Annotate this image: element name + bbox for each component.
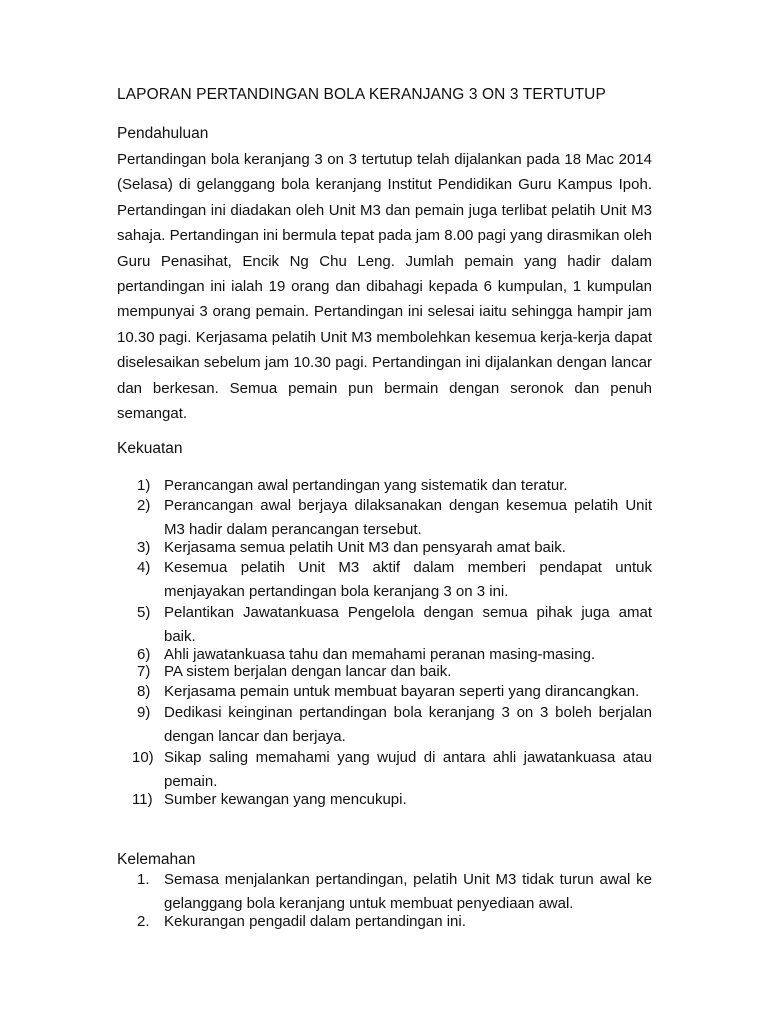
item-number: 3) xyxy=(137,539,151,556)
list-item xyxy=(117,746,652,794)
document-title: LAPORAN PERTANDINGAN BOLA KERANJANG 3 ON 3 TERTUTUP xyxy=(117,86,606,103)
item-text: PA sistem berjalan dengan lancar dan baik. xyxy=(164,663,452,680)
list-item xyxy=(117,494,652,542)
kelemahan-list xyxy=(117,868,652,930)
list-item xyxy=(117,539,652,556)
item-text: Kekurangan pengadil dalam pertandingan ini. xyxy=(164,913,466,930)
item-text: Sikap saling memahami yang wujud di antara ahli jawatankuasa atau pemain. xyxy=(164,749,652,790)
item-text: Sumber kewangan yang mencukupi. xyxy=(164,791,407,808)
item-text: Perancangan awal berjaya dilaksanakan dengan kesemua pelatih Unit M3 hadir dalam perancangan tersebut. xyxy=(164,497,652,538)
item-text: Dedikasi keinginan pertandingan bola keranjang 3 on 3 boleh berjalan dengan lancar dan berjaya. xyxy=(164,704,652,745)
item-text: Kerjasama pemain untuk membuat bayaran seperti yang dirancangkan. xyxy=(164,683,640,700)
item-number: 11) xyxy=(132,791,153,808)
pendahuluan-paragraph: Pertandingan bola keranjang 3 on 3 tertutup telah dijalankan pada 18 Mac 2014 (Selasa) di gelanggang bola keranjang Institut Pendidikan Guru Kampus Ipoh. Pertandingan ini diadakan oleh Unit M3 dan pemain juga terlibat pelatih Unit M3 sahaja. Pertandingan ini bermula tepat pada jam 8.00 pagi yang dirasmikan oleh Guru Penasihat, Encik Ng Chu Leng. Jumlah pemain yang hadir dalam pertandingan ini ialah 19 orang dan dibahagi kepada 6 kumpulan, 1 kumpulan mempunyai 3 orang pemain. Pertandingan ini selesai iaitu sehingga hampir jam 10.30 pagi. Kerjasama pelatih Unit M3 membolehkan kesemua kerja-kerja dapat diselesaikan sebelum jam 10.30 pagi. Pertandingan ini dijalankan dengan lancar dan berkesan. Semua pemain pun bermain dengan seronok dan penuh semangat. xyxy=(117,151,652,423)
list-item xyxy=(117,663,652,680)
list-item xyxy=(117,791,652,808)
item-number: 9) xyxy=(137,704,151,721)
item-number: 1) xyxy=(137,477,151,494)
item-text: Kesemua pelatih Unit M3 aktif dalam memberi pendapat untuk menjayakan pertandingan bola keranjang 3 on 3 ini. xyxy=(164,559,652,600)
list-item xyxy=(117,868,652,916)
list-item xyxy=(117,913,652,930)
list-item xyxy=(117,556,652,604)
item-text: Ahli jawatankuasa tahu dan memahami peranan masing-masing. xyxy=(164,646,596,663)
heading-pendahuluan: Pendahuluan xyxy=(117,125,209,142)
list-item xyxy=(117,477,652,494)
item-number: 6) xyxy=(137,646,151,663)
list-item xyxy=(117,601,652,649)
item-number: 1. xyxy=(137,871,150,888)
heading-kelemahan: Kelemahan xyxy=(117,851,196,868)
item-text: Pelantikan Jawatankuasa Pengelola dengan semua pihak juga amat baik. xyxy=(164,604,652,645)
list-item xyxy=(117,646,652,663)
item-number: 4) xyxy=(137,559,151,576)
item-text: Semasa menjalankan pertandingan, pelatih Unit M3 tidak turun awal ke gelanggang bola keranjang untuk membuat penyediaan awal. xyxy=(164,871,652,912)
item-text: Perancangan awal pertandingan yang sistematik dan teratur. xyxy=(164,477,568,494)
item-number: 7) xyxy=(137,663,151,680)
item-number: 2) xyxy=(137,497,151,514)
item-number: 2. xyxy=(137,913,150,930)
heading-kekuatan: Kekuatan xyxy=(117,440,183,457)
item-number: 10) xyxy=(132,749,154,766)
kekuatan-list xyxy=(117,477,652,808)
item-text: Kerjasama semua pelatih Unit M3 dan pensyarah amat baik. xyxy=(164,539,566,556)
item-number: 8) xyxy=(137,683,151,700)
list-item xyxy=(117,701,652,749)
item-number: 5) xyxy=(137,604,151,621)
